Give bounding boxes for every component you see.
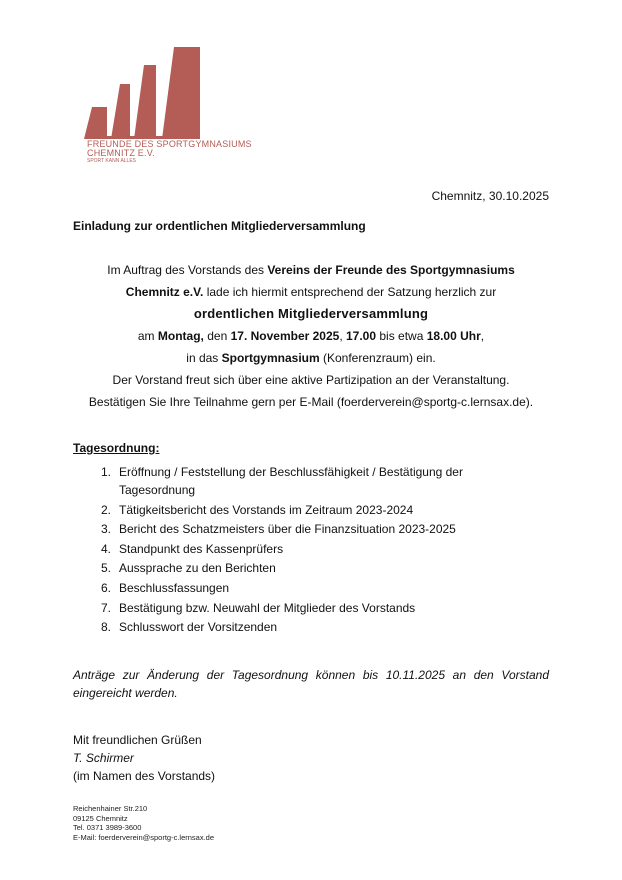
meeting-location-line: in das Sportgymnasium (Konferenzraum) ein. [186, 351, 436, 365]
agenda-list [101, 463, 501, 638]
agenda-item: 2. Tätigkeitsbericht des Vorstands im Zeitraum 2023-2024 [101, 502, 414, 517]
logo-bar-right [162, 47, 200, 139]
date-line: Chemnitz, 30.10.2025 [431, 189, 549, 203]
logo-mark-icon [84, 44, 259, 139]
footer-street: Reichenhainer Str.210 [73, 804, 148, 813]
agenda-change-note: Anträge zur Änderung der Tagesordnung können bis 10.11.2025 an den Vorstand eingereicht werden. [73, 668, 549, 700]
letter-heading: Einladung zur ordentlichen Mitgliederversammlung [73, 219, 366, 233]
agenda-title: Tagesordnung: [73, 441, 160, 455]
intro-line-2: Chemnitz e.V. lade ich hiermit entsprechend der Satzung herzlich zur [125, 285, 497, 299]
logo-bar-left [84, 107, 107, 139]
logo-tagline: SPORT KANN ALLES [87, 158, 137, 164]
intro-line-1: Im Auftrag des Vorstands des Vereins der Freunde des Sportgymnasiums [107, 263, 515, 277]
closing-block [73, 731, 215, 785]
meeting-date-line: am Montag, den 17. November 2025, 17.00 bis etwa 18.00 Uhr, [137, 329, 485, 343]
agenda-item: 3. Bericht des Schatzmeisters über die Finanzsituation 2023-2025 [101, 522, 456, 537]
logo-bar-mid-right [134, 65, 156, 139]
agenda-item: 4. Standpunkt des Kassenprüfers [101, 541, 284, 556]
invitation-text [60, 259, 562, 413]
signature-name: T. Schirmer [73, 751, 134, 765]
logo-name-line1: FREUNDE DES SPORTGYMNASIUMS [87, 139, 252, 149]
rsvp-line: Bestätigen Sie Ihre Teilnahme gern per E-Mail (foerderverein@sportg-c.lernsax.de). [88, 395, 534, 409]
club-logo [84, 44, 259, 166]
footer-city: 09125 Chemnitz [73, 813, 128, 823]
closing-greeting: Mit freundlichen Grüßen [73, 733, 202, 747]
footer-email: E-Mail: foerderverein@sportg-c.lernsax.de [73, 833, 215, 843]
participation-line: Der Vorstand freut sich über eine aktive Partizipation an der Veranstaltung. [112, 373, 510, 387]
meeting-title: ordentlichen Mitgliederversammlung [193, 306, 429, 321]
footer-address [73, 804, 214, 843]
agenda-item: 1. Eröffnung / Feststellung der Beschlussfähigkeit / Bestätigung der Tagesordnung [101, 465, 463, 497]
signature-role: (im Namen des Vorstands) [73, 769, 216, 783]
footer-phone: Tel. 0371 3989-3600 [73, 823, 142, 833]
agenda-item: 6. Beschlussfassungen [101, 580, 230, 595]
agenda-item: 5. Aussprache zu den Berichten [101, 561, 276, 576]
agenda-item: 7. Bestätigung bzw. Neuwahl der Mitglieder des Vorstands [101, 600, 416, 615]
logo-bar-mid-left [111, 84, 130, 139]
logo-name-line2: CHEMNITZ E.V. [87, 148, 155, 158]
agenda-item: 8. Schlusswort der Vorsitzenden [101, 620, 278, 635]
